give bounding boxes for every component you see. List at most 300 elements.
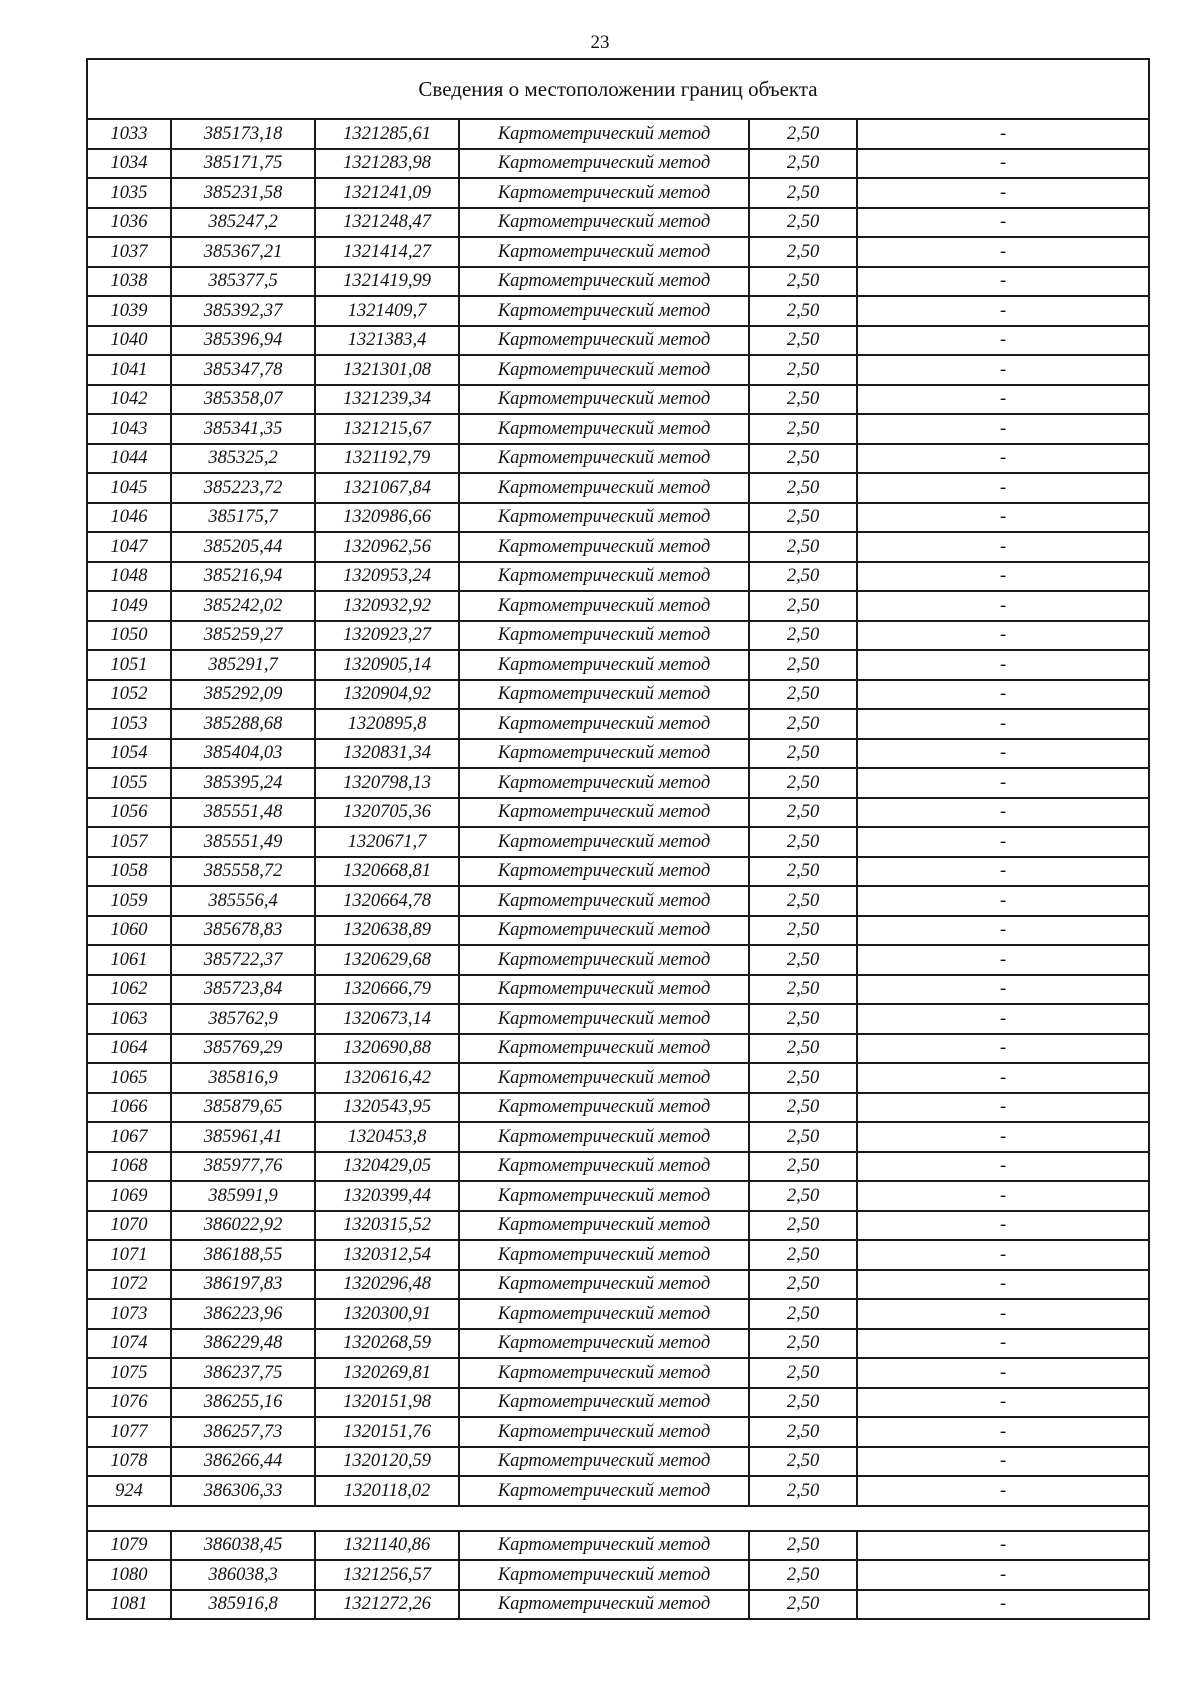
point-number-cell: 1046 bbox=[87, 503, 171, 533]
y-coordinate-cell: 1320453,8 bbox=[315, 1122, 459, 1152]
method-cell: Картометрический метод bbox=[459, 1299, 749, 1329]
point-number-cell: 1054 bbox=[87, 739, 171, 769]
point-number-cell: 1075 bbox=[87, 1358, 171, 1388]
point-number-cell: 1080 bbox=[87, 1560, 171, 1590]
table-row bbox=[87, 149, 1149, 179]
point-number-cell: 1034 bbox=[87, 149, 171, 179]
description-cell: - bbox=[857, 149, 1149, 179]
x-coordinate-cell: 385247,2 bbox=[171, 208, 315, 238]
table-row bbox=[87, 1270, 1149, 1300]
table-row bbox=[87, 1388, 1149, 1418]
method-cell: Картометрический метод bbox=[459, 827, 749, 857]
y-coordinate-cell: 1320932,92 bbox=[315, 591, 459, 621]
table-row bbox=[87, 355, 1149, 385]
method-cell: Картометрический метод bbox=[459, 1417, 749, 1447]
table-row bbox=[87, 267, 1149, 297]
description-cell: - bbox=[857, 532, 1149, 562]
y-coordinate-cell: 1320151,76 bbox=[315, 1417, 459, 1447]
point-number-cell: 1055 bbox=[87, 768, 171, 798]
description-cell: - bbox=[857, 473, 1149, 503]
description-cell: - bbox=[857, 1063, 1149, 1093]
point-number-cell: 1047 bbox=[87, 532, 171, 562]
point-number-cell: 1078 bbox=[87, 1447, 171, 1477]
y-coordinate-cell: 1321283,98 bbox=[315, 149, 459, 179]
x-coordinate-cell: 385816,9 bbox=[171, 1063, 315, 1093]
description-cell: - bbox=[857, 355, 1149, 385]
accuracy-cell: 2,50 bbox=[749, 326, 857, 356]
accuracy-cell: 2,50 bbox=[749, 1034, 857, 1064]
point-number-cell: 1044 bbox=[87, 444, 171, 474]
y-coordinate-cell: 1321383,4 bbox=[315, 326, 459, 356]
y-coordinate-cell: 1320300,91 bbox=[315, 1299, 459, 1329]
point-number-cell: 1057 bbox=[87, 827, 171, 857]
accuracy-cell: 2,50 bbox=[749, 739, 857, 769]
accuracy-cell: 2,50 bbox=[749, 768, 857, 798]
x-coordinate-cell: 385916,8 bbox=[171, 1590, 315, 1620]
point-number-cell: 1079 bbox=[87, 1531, 171, 1561]
accuracy-cell: 2,50 bbox=[749, 1211, 857, 1241]
point-number-cell: 1072 bbox=[87, 1270, 171, 1300]
description-cell: - bbox=[857, 296, 1149, 326]
y-coordinate-cell: 1321272,26 bbox=[315, 1590, 459, 1620]
x-coordinate-cell: 385216,94 bbox=[171, 562, 315, 592]
description-cell: - bbox=[857, 975, 1149, 1005]
description-cell: - bbox=[857, 857, 1149, 887]
table-row bbox=[87, 562, 1149, 592]
method-cell: Картометрический метод bbox=[459, 562, 749, 592]
point-number-cell: 1053 bbox=[87, 709, 171, 739]
table-row bbox=[87, 1560, 1149, 1590]
separator-cell bbox=[87, 1506, 1149, 1531]
description-cell: - bbox=[857, 1531, 1149, 1561]
method-cell: Картометрический метод bbox=[459, 355, 749, 385]
table-row bbox=[87, 945, 1149, 975]
table-row bbox=[87, 886, 1149, 916]
point-number-cell: 1062 bbox=[87, 975, 171, 1005]
y-coordinate-cell: 1320151,98 bbox=[315, 1388, 459, 1418]
boundary-coordinates-table bbox=[86, 58, 1150, 1620]
table-title: Сведения о местоположении границ объекта bbox=[87, 59, 1149, 119]
page-number: 23 bbox=[590, 32, 610, 53]
y-coordinate-cell: 1321067,84 bbox=[315, 473, 459, 503]
table-row bbox=[87, 237, 1149, 267]
accuracy-cell: 2,50 bbox=[749, 532, 857, 562]
y-coordinate-cell: 1320429,05 bbox=[315, 1152, 459, 1182]
x-coordinate-cell: 386038,3 bbox=[171, 1560, 315, 1590]
accuracy-cell: 2,50 bbox=[749, 857, 857, 887]
accuracy-cell: 2,50 bbox=[749, 1063, 857, 1093]
table-row bbox=[87, 296, 1149, 326]
description-cell: - bbox=[857, 1417, 1149, 1447]
accuracy-cell: 2,50 bbox=[749, 798, 857, 828]
point-number-cell: 1060 bbox=[87, 916, 171, 946]
x-coordinate-cell: 385173,18 bbox=[171, 119, 315, 149]
method-cell: Картометрический метод bbox=[459, 1447, 749, 1477]
method-cell: Картометрический метод bbox=[459, 945, 749, 975]
accuracy-cell: 2,50 bbox=[749, 916, 857, 946]
y-coordinate-cell: 1320638,89 bbox=[315, 916, 459, 946]
description-cell: - bbox=[857, 650, 1149, 680]
accuracy-cell: 2,50 bbox=[749, 1152, 857, 1182]
table-row bbox=[87, 1590, 1149, 1620]
table-row bbox=[87, 1447, 1149, 1477]
x-coordinate-cell: 385223,72 bbox=[171, 473, 315, 503]
method-cell: Картометрический метод bbox=[459, 857, 749, 887]
method-cell: Картометрический метод bbox=[459, 591, 749, 621]
method-cell: Картометрический метод bbox=[459, 1329, 749, 1359]
point-number-cell: 1052 bbox=[87, 680, 171, 710]
accuracy-cell: 2,50 bbox=[749, 1240, 857, 1270]
method-cell: Картометрический метод bbox=[459, 768, 749, 798]
x-coordinate-cell: 386255,16 bbox=[171, 1388, 315, 1418]
description-cell: - bbox=[857, 1034, 1149, 1064]
point-number-cell: 1076 bbox=[87, 1388, 171, 1418]
x-coordinate-cell: 385175,7 bbox=[171, 503, 315, 533]
method-cell: Картометрический метод bbox=[459, 208, 749, 238]
x-coordinate-cell: 385392,37 bbox=[171, 296, 315, 326]
point-number-cell: 1051 bbox=[87, 650, 171, 680]
y-coordinate-cell: 1320895,8 bbox=[315, 709, 459, 739]
description-cell: - bbox=[857, 1590, 1149, 1620]
accuracy-cell: 2,50 bbox=[749, 1358, 857, 1388]
accuracy-cell: 2,50 bbox=[749, 709, 857, 739]
accuracy-cell: 2,50 bbox=[749, 1270, 857, 1300]
y-coordinate-cell: 1321140,86 bbox=[315, 1531, 459, 1561]
method-cell: Картометрический метод bbox=[459, 1358, 749, 1388]
x-coordinate-cell: 385259,27 bbox=[171, 621, 315, 651]
accuracy-cell: 2,50 bbox=[749, 119, 857, 149]
x-coordinate-cell: 386266,44 bbox=[171, 1447, 315, 1477]
y-coordinate-cell: 1320798,13 bbox=[315, 768, 459, 798]
accuracy-cell: 2,50 bbox=[749, 237, 857, 267]
method-cell: Картометрический метод bbox=[459, 1270, 749, 1300]
method-cell: Картометрический метод bbox=[459, 798, 749, 828]
description-cell: - bbox=[857, 1093, 1149, 1123]
description-cell: - bbox=[857, 1122, 1149, 1152]
x-coordinate-cell: 386038,45 bbox=[171, 1531, 315, 1561]
method-cell: Картометрический метод bbox=[459, 1034, 749, 1064]
table-row bbox=[87, 532, 1149, 562]
point-number-cell: 1038 bbox=[87, 267, 171, 297]
table-row bbox=[87, 975, 1149, 1005]
x-coordinate-cell: 385347,78 bbox=[171, 355, 315, 385]
description-cell: - bbox=[857, 1329, 1149, 1359]
y-coordinate-cell: 1320904,92 bbox=[315, 680, 459, 710]
point-number-cell: 1066 bbox=[87, 1093, 171, 1123]
y-coordinate-cell: 1320664,78 bbox=[315, 886, 459, 916]
point-number-cell: 1035 bbox=[87, 178, 171, 208]
method-cell: Картометрический метод bbox=[459, 650, 749, 680]
accuracy-cell: 2,50 bbox=[749, 149, 857, 179]
description-cell: - bbox=[857, 414, 1149, 444]
y-coordinate-cell: 1320315,52 bbox=[315, 1211, 459, 1241]
accuracy-cell: 2,50 bbox=[749, 355, 857, 385]
table-row bbox=[87, 414, 1149, 444]
method-cell: Картометрический метод bbox=[459, 1388, 749, 1418]
y-coordinate-cell: 1320296,48 bbox=[315, 1270, 459, 1300]
table-row bbox=[87, 1476, 1149, 1506]
description-cell: - bbox=[857, 444, 1149, 474]
method-cell: Картометрический метод bbox=[459, 621, 749, 651]
y-coordinate-cell: 1320668,81 bbox=[315, 857, 459, 887]
x-coordinate-cell: 385396,94 bbox=[171, 326, 315, 356]
table-row bbox=[87, 444, 1149, 474]
accuracy-cell: 2,50 bbox=[749, 1447, 857, 1477]
x-coordinate-cell: 385341,35 bbox=[171, 414, 315, 444]
method-cell: Картометрический метод bbox=[459, 1211, 749, 1241]
method-cell: Картометрический метод bbox=[459, 326, 749, 356]
y-coordinate-cell: 1320269,81 bbox=[315, 1358, 459, 1388]
y-coordinate-cell: 1320673,14 bbox=[315, 1004, 459, 1034]
y-coordinate-cell: 1321409,7 bbox=[315, 296, 459, 326]
point-number-cell: 1067 bbox=[87, 1122, 171, 1152]
point-number-cell: 1048 bbox=[87, 562, 171, 592]
description-cell: - bbox=[857, 768, 1149, 798]
x-coordinate-cell: 385377,5 bbox=[171, 267, 315, 297]
accuracy-cell: 2,50 bbox=[749, 886, 857, 916]
x-coordinate-cell: 386223,96 bbox=[171, 1299, 315, 1329]
point-number-cell: 1071 bbox=[87, 1240, 171, 1270]
accuracy-cell: 2,50 bbox=[749, 385, 857, 415]
point-number-cell: 1073 bbox=[87, 1299, 171, 1329]
accuracy-cell: 2,50 bbox=[749, 178, 857, 208]
method-cell: Картометрический метод bbox=[459, 886, 749, 916]
y-coordinate-cell: 1320616,42 bbox=[315, 1063, 459, 1093]
table-row bbox=[87, 680, 1149, 710]
point-number-cell: 1040 bbox=[87, 326, 171, 356]
table-row bbox=[87, 473, 1149, 503]
accuracy-cell: 2,50 bbox=[749, 1329, 857, 1359]
table-row bbox=[87, 1004, 1149, 1034]
point-number-cell: 1039 bbox=[87, 296, 171, 326]
accuracy-cell: 2,50 bbox=[749, 1476, 857, 1506]
method-cell: Картометрический метод bbox=[459, 267, 749, 297]
table-body bbox=[87, 119, 1149, 1619]
point-number-cell: 1064 bbox=[87, 1034, 171, 1064]
description-cell: - bbox=[857, 1388, 1149, 1418]
y-coordinate-cell: 1321248,47 bbox=[315, 208, 459, 238]
point-number-cell: 1045 bbox=[87, 473, 171, 503]
description-cell: - bbox=[857, 1560, 1149, 1590]
point-number-cell: 1043 bbox=[87, 414, 171, 444]
accuracy-cell: 2,50 bbox=[749, 208, 857, 238]
point-number-cell: 1069 bbox=[87, 1181, 171, 1211]
table-row bbox=[87, 621, 1149, 651]
description-cell: - bbox=[857, 916, 1149, 946]
x-coordinate-cell: 385288,68 bbox=[171, 709, 315, 739]
table-row bbox=[87, 1093, 1149, 1123]
x-coordinate-cell: 385977,76 bbox=[171, 1152, 315, 1182]
x-coordinate-cell: 385205,44 bbox=[171, 532, 315, 562]
table-row bbox=[87, 591, 1149, 621]
description-cell: - bbox=[857, 621, 1149, 651]
x-coordinate-cell: 385762,9 bbox=[171, 1004, 315, 1034]
method-cell: Картометрический метод bbox=[459, 1240, 749, 1270]
table-row bbox=[87, 739, 1149, 769]
accuracy-cell: 2,50 bbox=[749, 1181, 857, 1211]
x-coordinate-cell: 385723,84 bbox=[171, 975, 315, 1005]
point-number-cell: 1056 bbox=[87, 798, 171, 828]
accuracy-cell: 2,50 bbox=[749, 296, 857, 326]
method-cell: Картометрический метод bbox=[459, 503, 749, 533]
accuracy-cell: 2,50 bbox=[749, 1093, 857, 1123]
accuracy-cell: 2,50 bbox=[749, 562, 857, 592]
accuracy-cell: 2,50 bbox=[749, 1417, 857, 1447]
method-cell: Картометрический метод bbox=[459, 1063, 749, 1093]
accuracy-cell: 2,50 bbox=[749, 621, 857, 651]
x-coordinate-cell: 386237,75 bbox=[171, 1358, 315, 1388]
accuracy-cell: 2,50 bbox=[749, 650, 857, 680]
point-number-cell: 1065 bbox=[87, 1063, 171, 1093]
method-cell: Картометрический метод bbox=[459, 385, 749, 415]
x-coordinate-cell: 385678,83 bbox=[171, 916, 315, 946]
point-number-cell: 1081 bbox=[87, 1590, 171, 1620]
description-cell: - bbox=[857, 1358, 1149, 1388]
table-row bbox=[87, 1152, 1149, 1182]
y-coordinate-cell: 1321239,34 bbox=[315, 385, 459, 415]
description-cell: - bbox=[857, 208, 1149, 238]
point-number-cell: 1041 bbox=[87, 355, 171, 385]
point-number-cell: 1036 bbox=[87, 208, 171, 238]
accuracy-cell: 2,50 bbox=[749, 591, 857, 621]
accuracy-cell: 2,50 bbox=[749, 1560, 857, 1590]
x-coordinate-cell: 385769,29 bbox=[171, 1034, 315, 1064]
y-coordinate-cell: 1320962,56 bbox=[315, 532, 459, 562]
x-coordinate-cell: 386188,55 bbox=[171, 1240, 315, 1270]
x-coordinate-cell: 385961,41 bbox=[171, 1122, 315, 1152]
method-cell: Картометрический метод bbox=[459, 178, 749, 208]
description-cell: - bbox=[857, 1004, 1149, 1034]
point-number-cell: 924 bbox=[87, 1476, 171, 1506]
description-cell: - bbox=[857, 709, 1149, 739]
accuracy-cell: 2,50 bbox=[749, 1299, 857, 1329]
method-cell: Картометрический метод bbox=[459, 1476, 749, 1506]
y-coordinate-cell: 1321419,99 bbox=[315, 267, 459, 297]
point-number-cell: 1059 bbox=[87, 886, 171, 916]
x-coordinate-cell: 385404,03 bbox=[171, 739, 315, 769]
point-number-cell: 1074 bbox=[87, 1329, 171, 1359]
y-coordinate-cell: 1320268,59 bbox=[315, 1329, 459, 1359]
point-number-cell: 1061 bbox=[87, 945, 171, 975]
table-row bbox=[87, 650, 1149, 680]
x-coordinate-cell: 385325,2 bbox=[171, 444, 315, 474]
method-cell: Картометрический метод bbox=[459, 1531, 749, 1561]
table-row bbox=[87, 178, 1149, 208]
description-cell: - bbox=[857, 119, 1149, 149]
table-row bbox=[87, 119, 1149, 149]
method-cell: Картометрический метод bbox=[459, 1181, 749, 1211]
separator-row bbox=[87, 1506, 1149, 1531]
description-cell: - bbox=[857, 739, 1149, 769]
y-coordinate-cell: 1321256,57 bbox=[315, 1560, 459, 1590]
x-coordinate-cell: 385556,4 bbox=[171, 886, 315, 916]
x-coordinate-cell: 386306,33 bbox=[171, 1476, 315, 1506]
description-cell: - bbox=[857, 1211, 1149, 1241]
y-coordinate-cell: 1320690,88 bbox=[315, 1034, 459, 1064]
y-coordinate-cell: 1320543,95 bbox=[315, 1093, 459, 1123]
y-coordinate-cell: 1320705,36 bbox=[315, 798, 459, 828]
point-number-cell: 1033 bbox=[87, 119, 171, 149]
description-cell: - bbox=[857, 798, 1149, 828]
y-coordinate-cell: 1321215,67 bbox=[315, 414, 459, 444]
description-cell: - bbox=[857, 237, 1149, 267]
method-cell: Картометрический метод bbox=[459, 1152, 749, 1182]
method-cell: Картометрический метод bbox=[459, 1560, 749, 1590]
table-row bbox=[87, 1034, 1149, 1064]
point-number-cell: 1070 bbox=[87, 1211, 171, 1241]
method-cell: Картометрический метод bbox=[459, 414, 749, 444]
accuracy-cell: 2,50 bbox=[749, 414, 857, 444]
x-coordinate-cell: 385558,72 bbox=[171, 857, 315, 887]
y-coordinate-cell: 1320831,34 bbox=[315, 739, 459, 769]
method-cell: Картометрический метод bbox=[459, 532, 749, 562]
description-cell: - bbox=[857, 1270, 1149, 1300]
method-cell: Картометрический метод bbox=[459, 1093, 749, 1123]
y-coordinate-cell: 1321301,08 bbox=[315, 355, 459, 385]
y-coordinate-cell: 1321241,09 bbox=[315, 178, 459, 208]
description-cell: - bbox=[857, 1299, 1149, 1329]
table-row bbox=[87, 827, 1149, 857]
accuracy-cell: 2,50 bbox=[749, 975, 857, 1005]
y-coordinate-cell: 1320923,27 bbox=[315, 621, 459, 651]
accuracy-cell: 2,50 bbox=[749, 1531, 857, 1561]
description-cell: - bbox=[857, 267, 1149, 297]
method-cell: Картометрический метод bbox=[459, 1590, 749, 1620]
x-coordinate-cell: 385171,75 bbox=[171, 149, 315, 179]
description-cell: - bbox=[857, 886, 1149, 916]
x-coordinate-cell: 385292,09 bbox=[171, 680, 315, 710]
table-row bbox=[87, 1329, 1149, 1359]
table-row bbox=[87, 1417, 1149, 1447]
y-coordinate-cell: 1320118,02 bbox=[315, 1476, 459, 1506]
y-coordinate-cell: 1320399,44 bbox=[315, 1181, 459, 1211]
method-cell: Картометрический метод bbox=[459, 680, 749, 710]
x-coordinate-cell: 385291,7 bbox=[171, 650, 315, 680]
x-coordinate-cell: 385367,21 bbox=[171, 237, 315, 267]
x-coordinate-cell: 386022,92 bbox=[171, 1211, 315, 1241]
point-number-cell: 1042 bbox=[87, 385, 171, 415]
y-coordinate-cell: 1320953,24 bbox=[315, 562, 459, 592]
y-coordinate-cell: 1321192,79 bbox=[315, 444, 459, 474]
table-row bbox=[87, 1122, 1149, 1152]
x-coordinate-cell: 385395,24 bbox=[171, 768, 315, 798]
description-cell: - bbox=[857, 591, 1149, 621]
description-cell: - bbox=[857, 1476, 1149, 1506]
method-cell: Картометрический метод bbox=[459, 149, 749, 179]
table-row bbox=[87, 326, 1149, 356]
method-cell: Картометрический метод bbox=[459, 119, 749, 149]
description-cell: - bbox=[857, 1240, 1149, 1270]
table-row bbox=[87, 1358, 1149, 1388]
method-cell: Картометрический метод bbox=[459, 1122, 749, 1152]
point-number-cell: 1058 bbox=[87, 857, 171, 887]
x-coordinate-cell: 385879,65 bbox=[171, 1093, 315, 1123]
accuracy-cell: 2,50 bbox=[749, 473, 857, 503]
x-coordinate-cell: 385242,02 bbox=[171, 591, 315, 621]
table-row bbox=[87, 857, 1149, 887]
table-row bbox=[87, 1299, 1149, 1329]
y-coordinate-cell: 1320629,68 bbox=[315, 945, 459, 975]
y-coordinate-cell: 1321414,27 bbox=[315, 237, 459, 267]
method-cell: Картометрический метод bbox=[459, 975, 749, 1005]
table-row bbox=[87, 768, 1149, 798]
accuracy-cell: 2,50 bbox=[749, 267, 857, 297]
table-row bbox=[87, 208, 1149, 238]
accuracy-cell: 2,50 bbox=[749, 827, 857, 857]
description-cell: - bbox=[857, 1447, 1149, 1477]
y-coordinate-cell: 1320905,14 bbox=[315, 650, 459, 680]
accuracy-cell: 2,50 bbox=[749, 503, 857, 533]
